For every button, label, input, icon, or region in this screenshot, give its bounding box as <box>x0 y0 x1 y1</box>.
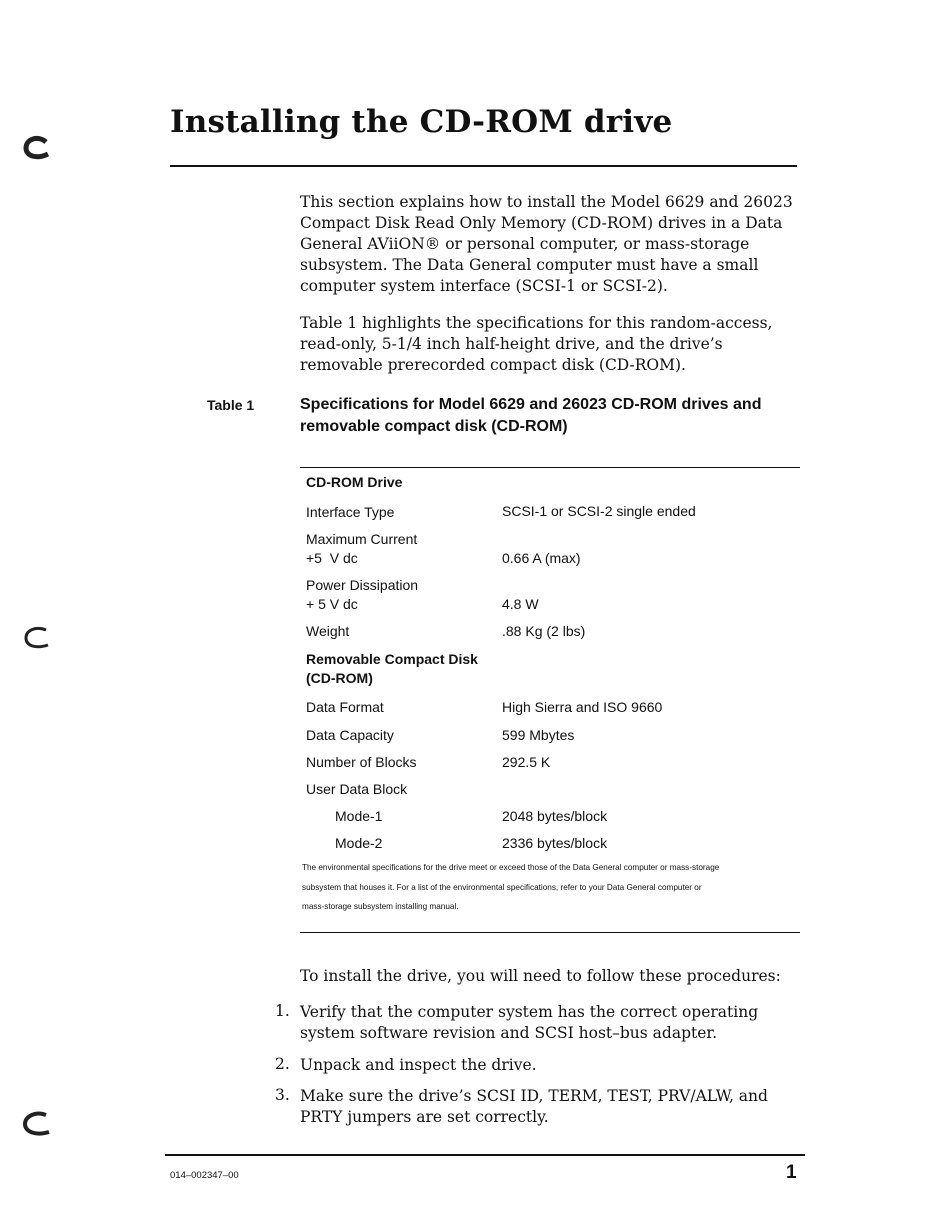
number-of-blocks-label: Number of Blocks <box>306 754 417 770</box>
page-number: 1 <box>786 1162 797 1183</box>
table-top-rule <box>300 467 800 468</box>
document-number: 014–002347–00 <box>170 1170 239 1181</box>
data-capacity-label: Data Capacity <box>306 727 394 743</box>
user-data-block-label: User Data Block <box>306 781 408 797</box>
mode1-value: 2048 bytes/block <box>502 808 608 824</box>
interface-type-label: Interface Type <box>306 504 395 520</box>
table-section-cdrom-drive: CD-ROM Drive <box>306 474 403 490</box>
mode2-label: Mode-2 <box>335 835 383 851</box>
procedures-intro: To install the drive, you will need to follow these procedures: <box>300 967 781 985</box>
table-footnote-line: subsystem that houses it. For a list of the environmental specifications, refer to your Data General computer or <box>302 882 702 892</box>
mode2-value: 2336 bytes/block <box>502 835 608 851</box>
page-title: Installing the CD-ROM drive <box>170 104 673 140</box>
table-footnote-line: mass-storage subsystem installing manual. <box>302 902 459 911</box>
step-number: 1. <box>275 1002 290 1020</box>
table-intro-paragraph: Table 1 highlights the specifications for this random-access, read-only, 5-1/4 inch half-height drive, and the drive’s removable prerecorded compact disk (CD-ROM). <box>300 314 773 374</box>
punch-hole-mark-bottom <box>22 1110 52 1138</box>
table-footnote-line: The environmental specifications for the drive meet or exceed those of the Data General computer or mass-storage <box>302 863 720 872</box>
max-current-sublabel: +5 V dc <box>306 550 358 566</box>
max-current-value: 0.66 A (max) <box>502 550 581 566</box>
intro-paragraph: This section explains how to install the Model 6629 and 26023 Compact Disk Read Only Memory (CD-ROM) drives in a Data General AViiON® or personal computer, or mass-storage subsystem. The Data General computer must have a small computer system interface (SCSI-1 or SCSI-2). <box>300 193 793 295</box>
data-format-label: Data Format <box>306 699 384 715</box>
step-number: 3. <box>275 1086 290 1104</box>
power-dissipation-label: Power Dissipation <box>306 577 419 593</box>
step-number: 2. <box>275 1055 290 1073</box>
interface-type-value: SCSI-1 or SCSI-2 single ended <box>502 503 696 519</box>
step-text: Unpack and inspect the drive. <box>300 1056 537 1074</box>
table-label: Table 1 <box>207 397 255 413</box>
max-current-label: Maximum Current <box>306 531 418 547</box>
data-format-value: High Sierra and ISO 9660 <box>502 699 663 715</box>
step-text: Verify that the computer system has the correct operating system software revision and SCSI host–bus adapter. <box>300 1003 759 1042</box>
table-bottom-rule <box>300 932 800 933</box>
punch-hole-mark-top <box>22 135 52 163</box>
table-caption: Specifications for Model 6629 and 26023 CD-ROM drives and removable compact disk (CD-ROM) <box>300 396 762 435</box>
table-section-removable-disk: Removable Compact Disk <box>306 651 478 667</box>
power-dissipation-sublabel: + 5 V dc <box>306 596 358 612</box>
weight-value: .88 Kg (2 lbs) <box>502 623 586 639</box>
table-footnote <box>302 858 802 917</box>
mode1-label: Mode-1 <box>335 808 383 824</box>
title-rule <box>170 165 797 167</box>
table-section-removable-disk-sub: (CD-ROM) <box>306 670 373 686</box>
weight-label: Weight <box>306 623 350 639</box>
data-capacity-value: 599 Mbytes <box>502 727 575 743</box>
punch-hole-mark-middle <box>22 624 52 652</box>
footer-rule <box>165 1154 805 1156</box>
power-dissipation-value: 4.8 W <box>502 596 539 612</box>
step-text: Make sure the drive’s SCSI ID, TERM, TEST, PRV/ALW, and PRTY jumpers are set correctly. <box>300 1087 768 1126</box>
number-of-blocks-value: 292.5 K <box>502 754 551 770</box>
